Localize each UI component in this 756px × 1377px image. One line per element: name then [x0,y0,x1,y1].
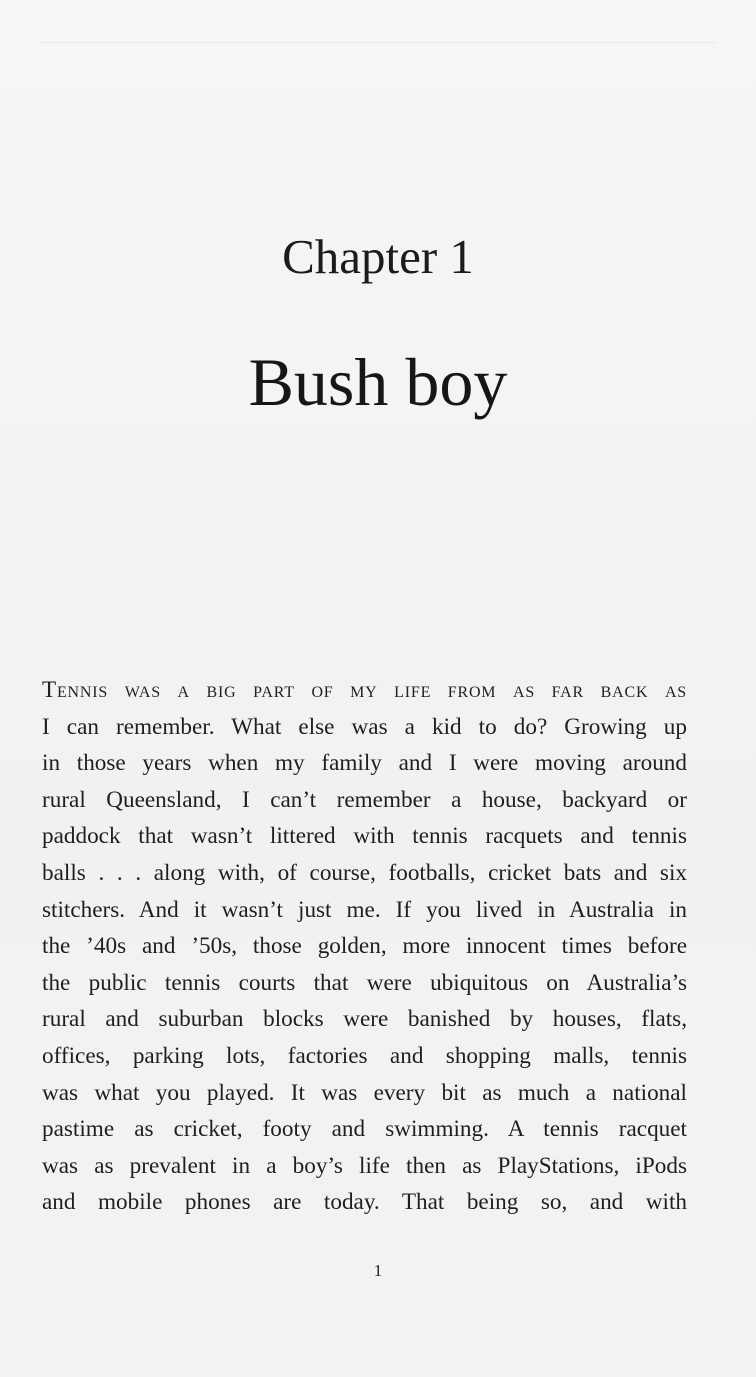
chapter-body [42,672,687,1221]
body-line-4: rural Queensland, I can’t remember a house, backyard or [42,786,687,813]
body-line-1: Tennis was a big part of my life from as far back as [42,677,687,703]
chapter-label: Chapter 1 [282,229,474,284]
body-line-2: I can remember. What else was a kid to do? Growing up [42,713,687,740]
body-line-11: offices, parking lots, factories and shopping malls, tennis [42,1042,687,1069]
body-line-13: pastime as cricket, footy and swimming. A tennis racquet [42,1116,687,1143]
body-line-14: was as prevalent in a boy’s life then as PlayStations, iPods [42,1152,687,1179]
body-line-6: balls . . . along with, of course, footballs, cricket bats and six [42,859,687,886]
body-line-7: stitchers. And it wasn’t just me. If you lived in Australia in [42,896,687,923]
page-edge-shadow [40,42,716,43]
body-line-10: rural and suburban blocks were banished by houses, flats, [42,1006,687,1033]
body-line-5: paddock that wasn’t littered with tennis racquets and tennis [42,823,687,850]
page-number: 1 [373,1261,383,1280]
body-line-8: the ’40s and ’50s, those golden, more innocent times before [42,933,687,960]
body-line-15: and mobile phones are today. That being so, and with [42,1189,687,1216]
body-line-3: in those years when my family and I were moving around [42,750,687,777]
chapter-title: Bush boy [248,344,508,420]
body-line-9: the public tennis courts that were ubiquitous on Australia’s [42,969,687,996]
body-line-12: was what you played. It was every bit as much a national [42,1079,687,1106]
